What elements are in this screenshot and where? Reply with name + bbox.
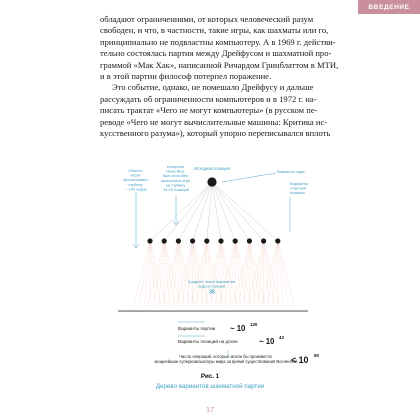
fan-line bbox=[278, 241, 284, 306]
leaf-dot bbox=[120, 310, 122, 312]
leaf-dot bbox=[252, 310, 254, 312]
leaf-dot bbox=[184, 310, 186, 312]
moves-label: Варианты хода bbox=[277, 169, 305, 174]
leaf-dot bbox=[140, 310, 142, 312]
fan-line bbox=[201, 241, 207, 306]
leaf-dot bbox=[172, 310, 174, 312]
deepblue-label: Алгоритм Deep Blue был способен просчитать игру на глубину 14-15 позиций bbox=[161, 164, 190, 192]
move-node bbox=[162, 238, 167, 243]
move-node bbox=[261, 238, 266, 243]
leaf-dot bbox=[192, 310, 194, 312]
body-line: кусственного разума»), который упорно переписывался вплоть bbox=[100, 128, 331, 139]
leaf-dot bbox=[232, 310, 234, 312]
leaf-dot bbox=[200, 310, 202, 312]
fan-line bbox=[187, 241, 193, 306]
human-depth-label: Обычно игрок просчитывает глубину ~ 100 ходов bbox=[122, 168, 149, 192]
leaf-dot-row bbox=[118, 310, 308, 312]
leaf-dot bbox=[158, 310, 160, 312]
computation-exponent: 90 bbox=[314, 353, 319, 358]
leaf-dot bbox=[248, 310, 250, 312]
fan-line bbox=[176, 241, 193, 306]
leaf-dot bbox=[282, 310, 284, 312]
leaf-dot bbox=[224, 310, 226, 312]
leaf-dot bbox=[228, 310, 230, 312]
leaf-dot bbox=[150, 310, 152, 312]
section-header-tab: ВВЕДЕНИЕ bbox=[358, 0, 420, 14]
body-line: обладают ограничениями, от которых человеческий разум bbox=[100, 14, 314, 24]
leaf-dot bbox=[302, 310, 304, 312]
leaf-dot bbox=[124, 310, 126, 312]
leaf-dot bbox=[278, 310, 280, 312]
stat-label: Варианты партии bbox=[178, 326, 216, 331]
move-node bbox=[247, 238, 252, 243]
branch-line bbox=[212, 182, 235, 241]
fan-line bbox=[244, 241, 250, 306]
leaf-dot bbox=[204, 310, 206, 312]
leaf-dot bbox=[186, 310, 188, 312]
stat-value: ~ 10 bbox=[230, 324, 246, 333]
fan-line bbox=[193, 241, 199, 306]
leaf-dot bbox=[128, 310, 130, 312]
leaf-dot bbox=[148, 310, 150, 312]
body-line: рассуждать об ограниченности компьютеров и в 1972 г. на- bbox=[100, 93, 317, 104]
leaf-dot bbox=[276, 310, 278, 312]
leaf-dot bbox=[132, 310, 134, 312]
leaf-dot bbox=[268, 310, 270, 312]
leaf-dot bbox=[180, 310, 182, 312]
leaf-dot bbox=[118, 310, 120, 312]
fan-line bbox=[278, 241, 289, 306]
leaf-dot bbox=[152, 310, 154, 312]
leaf-dot bbox=[188, 310, 190, 312]
leaf-dot bbox=[194, 310, 196, 312]
leaf-dot bbox=[258, 310, 260, 312]
move-node bbox=[190, 238, 195, 243]
leaf-dot bbox=[286, 310, 288, 312]
leaf-dot bbox=[134, 310, 136, 312]
stat-label: Варианты позиций на доске bbox=[178, 339, 238, 344]
leaf-dot bbox=[196, 310, 198, 312]
move-node bbox=[218, 238, 223, 243]
root-label: Исходная позиция bbox=[194, 166, 230, 171]
leaf-dot bbox=[274, 310, 276, 312]
leaf-dot bbox=[246, 310, 248, 312]
fan-line bbox=[264, 241, 270, 306]
leaf-dot bbox=[170, 310, 172, 312]
branch-line bbox=[207, 182, 212, 241]
leaf-dot bbox=[138, 310, 140, 312]
leaf-dot bbox=[300, 310, 302, 312]
leaf-dot bbox=[126, 310, 128, 312]
leaf-dot bbox=[306, 310, 308, 312]
fan-line bbox=[139, 241, 150, 306]
human-depth-arrow bbox=[136, 244, 139, 248]
fan-line bbox=[145, 241, 151, 306]
move-node bbox=[147, 238, 152, 243]
leaf-dot bbox=[238, 310, 240, 312]
leaf-dot bbox=[212, 310, 214, 312]
stat-exponent: 43 bbox=[279, 335, 284, 340]
body-line: реводе «Чего не могут вычислительные машины: Критика ис- bbox=[100, 116, 328, 127]
body-line: писать трактат «Чего не могут компьютеры» (в русском пе- bbox=[100, 105, 318, 116]
fan-line bbox=[178, 241, 184, 306]
leaf-dot bbox=[292, 310, 294, 312]
fan-line bbox=[221, 241, 227, 306]
fan-line bbox=[164, 241, 170, 306]
branch-line bbox=[212, 182, 249, 241]
move-node bbox=[176, 238, 181, 243]
figure-caption: Дерево вариантов шахматной партии bbox=[155, 383, 265, 390]
leaf-dot bbox=[220, 310, 222, 312]
leaf-dot bbox=[208, 310, 210, 312]
leaf-dot bbox=[266, 310, 268, 312]
leaf-dot bbox=[202, 310, 204, 312]
leaf-dot bbox=[142, 310, 144, 312]
stat-exponent: 120 bbox=[250, 322, 258, 327]
fan-line bbox=[230, 241, 236, 306]
leaf-dot bbox=[240, 310, 242, 312]
leaf-dot bbox=[270, 310, 272, 312]
leaf-dot bbox=[294, 310, 296, 312]
leaf-dot bbox=[156, 310, 158, 312]
fan-line bbox=[249, 241, 255, 306]
leaf-dot bbox=[304, 310, 306, 312]
computation-label: Число операций, которые могли бы произвести мощнейшие суперкомпьютеры мира за время существования Вселенной bbox=[154, 354, 298, 364]
leaf-dot bbox=[162, 310, 164, 312]
body-line: тельно состоялась партия между Дрейфусом и шахматной про- bbox=[100, 48, 332, 59]
leaf-dot bbox=[262, 310, 264, 312]
average-moves-label: Среднее число вариантов хода в позиции 35 bbox=[187, 279, 236, 296]
leaf-dot bbox=[216, 310, 218, 312]
leaf-dot bbox=[164, 310, 166, 312]
stat-value: ~ 10 bbox=[259, 337, 275, 346]
leaf-dot bbox=[280, 310, 282, 312]
leaf-dot bbox=[296, 310, 298, 312]
body-line: свободен, и что, в частности, такие игры, как шахматы или го, bbox=[100, 25, 329, 36]
leaf-dot bbox=[244, 310, 246, 312]
root-node bbox=[207, 177, 216, 186]
leaf-dot bbox=[288, 310, 290, 312]
fan-line bbox=[272, 241, 278, 306]
leaf-dot bbox=[236, 310, 238, 312]
fan-line bbox=[278, 241, 295, 306]
body-line: граммой «Мак Хак», написанной Ричардом Гринблаттом в МТИ, bbox=[100, 59, 339, 70]
leaf-dot bbox=[254, 310, 256, 312]
computation-value: < 10 bbox=[291, 355, 309, 365]
leaf-dot bbox=[214, 310, 216, 312]
leaf-dot bbox=[226, 310, 228, 312]
move-nodes bbox=[147, 238, 280, 243]
fan-line bbox=[249, 241, 266, 306]
move-node bbox=[233, 238, 238, 243]
leaf-dot bbox=[174, 310, 176, 312]
leaf-dot bbox=[264, 310, 266, 312]
leaf-dot bbox=[176, 310, 178, 312]
move-node bbox=[204, 238, 209, 243]
fan-line bbox=[134, 241, 151, 306]
body-line: и в этой партии философ потерпел поражение. bbox=[100, 71, 272, 82]
leaf-dot bbox=[146, 310, 148, 312]
leaf-fan-lines bbox=[134, 241, 295, 306]
replies-label: Варианты ответной позиции bbox=[290, 181, 308, 196]
leaf-dot bbox=[260, 310, 262, 312]
leaf-dot bbox=[136, 310, 138, 312]
deepblue-depth-arrow bbox=[173, 221, 176, 225]
leaf-dot bbox=[272, 310, 274, 312]
leaf-dot bbox=[290, 310, 292, 312]
leaf-dot bbox=[250, 310, 252, 312]
leaf-dot bbox=[154, 310, 156, 312]
move-node bbox=[275, 238, 280, 243]
leaf-dot bbox=[218, 310, 220, 312]
page-number: 17 bbox=[206, 405, 214, 414]
leaf-dot bbox=[198, 310, 200, 312]
leaf-dot bbox=[206, 310, 208, 312]
body-line: Это событие, однако, не помешало Дрейфусу и дальше bbox=[112, 82, 314, 93]
leaf-dot bbox=[144, 310, 146, 312]
leaf-dot bbox=[178, 310, 180, 312]
figure-number: Рис. 1 bbox=[200, 373, 220, 380]
branch-line bbox=[212, 182, 278, 241]
fan-line bbox=[216, 241, 222, 306]
leaf-dot bbox=[168, 310, 170, 312]
leaf-dot bbox=[284, 310, 286, 312]
leaf-dot bbox=[166, 310, 168, 312]
leaf-dot bbox=[298, 310, 300, 312]
leaf-dot bbox=[234, 310, 236, 312]
leaf-dot bbox=[122, 310, 124, 312]
fan-line bbox=[258, 241, 264, 306]
leaf-dot bbox=[190, 310, 192, 312]
moves-pointer-line bbox=[222, 173, 276, 182]
fan-line bbox=[173, 241, 179, 306]
leaf-dot bbox=[210, 310, 212, 312]
leaf-dot bbox=[222, 310, 224, 312]
leaf-dot bbox=[160, 310, 162, 312]
leaf-dot bbox=[242, 310, 244, 312]
fan-line bbox=[247, 241, 264, 306]
human-depth-arrow bbox=[133, 244, 136, 248]
fan-line bbox=[178, 241, 195, 306]
fan-line bbox=[207, 241, 213, 306]
leaf-dot bbox=[130, 310, 132, 312]
branch-line bbox=[193, 182, 212, 241]
leaf-dot bbox=[256, 310, 258, 312]
leaf-dot bbox=[182, 310, 184, 312]
fan-line bbox=[150, 241, 156, 306]
leaf-dot bbox=[230, 310, 232, 312]
fan-line bbox=[159, 241, 165, 306]
fan-line bbox=[235, 241, 241, 306]
body-line: принципиально не подвластны компьютеру. А в 1969 г. действи- bbox=[100, 36, 336, 47]
